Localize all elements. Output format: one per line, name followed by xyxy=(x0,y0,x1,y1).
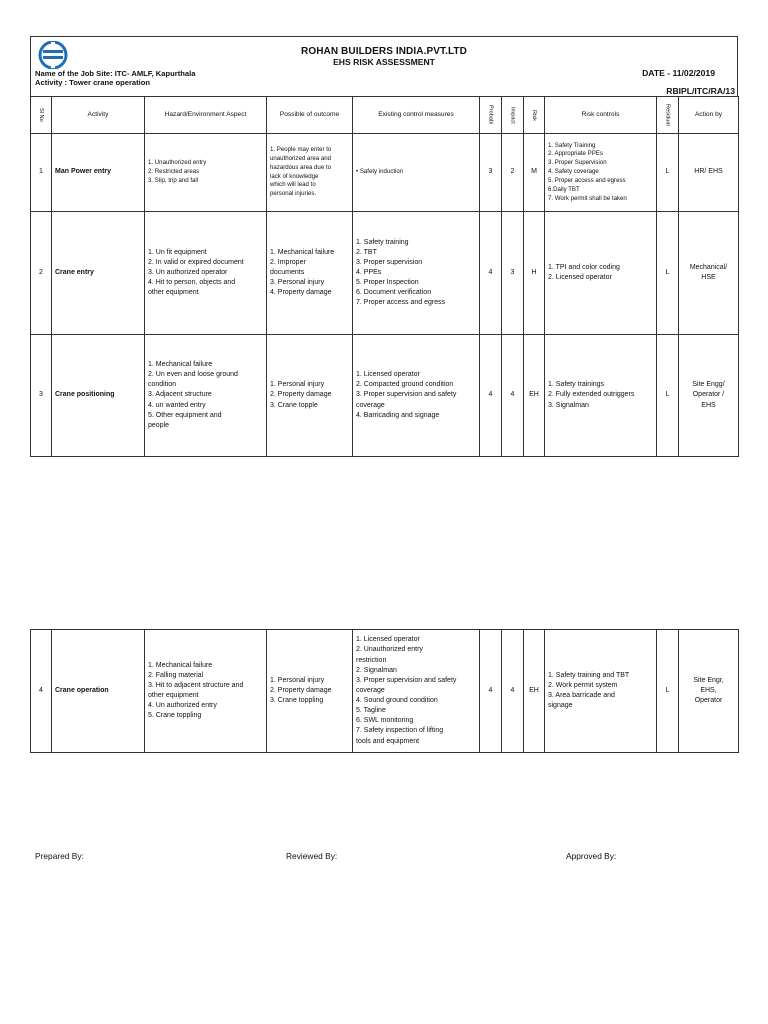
cell-line: which will lead to xyxy=(270,181,316,189)
cell-line: 1. Mechanical failure xyxy=(148,361,213,368)
cell-line: 3. Hit to adjacent structure and xyxy=(148,681,244,689)
company-name: ROHAN BUILDERS INDIA.PVT.LTD xyxy=(301,46,467,57)
cell-line: coverage xyxy=(356,401,385,409)
cell-action-by xyxy=(679,212,739,335)
cell-line: signage xyxy=(548,702,573,710)
col-header-risk-controls: Risk controls xyxy=(545,97,657,134)
col-header-impact: Impact xyxy=(502,97,524,134)
cell-line: 1. Licensed operator xyxy=(356,636,420,644)
cell-line: 5. Tagline xyxy=(356,707,386,715)
cell-line: 2. Un even and loose ground xyxy=(148,371,238,379)
cell-line: 6. SWL monitoring xyxy=(356,717,414,725)
cell-line: 2. TBT xyxy=(356,248,377,256)
activity-name: Activity : Tower crane operation xyxy=(35,78,151,87)
document-title: EHS RISK ASSESSMENT xyxy=(333,57,435,67)
cell-line: 3. Proper supervision and safety xyxy=(356,391,457,399)
cell-line: 4. Sound ground condition xyxy=(356,697,438,705)
cell-line: 3. Un authorized operator xyxy=(148,268,228,276)
col-header-activity: Activity xyxy=(52,97,145,134)
cell-line: 3. Crane toppling xyxy=(270,697,324,705)
cell-line: 2. Work permit system xyxy=(548,681,618,689)
cell-line: 2. Property damage xyxy=(270,391,332,399)
cell-risk: EH xyxy=(524,335,545,457)
table-header-row xyxy=(31,97,739,134)
cell-outcome xyxy=(267,134,353,212)
cell-outcome xyxy=(267,212,353,335)
cell-line: 2. Falling material xyxy=(148,671,204,679)
cell-risk-controls xyxy=(545,630,657,753)
cell-line: 4. un wanted entry xyxy=(148,401,206,409)
cell-sno: 4 xyxy=(31,630,52,753)
reviewed-by-label: Reviewed By: xyxy=(286,851,338,861)
cell-residual: L xyxy=(657,134,679,212)
cell-impact: 2 xyxy=(502,134,524,212)
risk-assessment-table-continued xyxy=(30,629,739,753)
cell-line: 1. People may enter to xyxy=(270,146,332,154)
cell-line: 3. Area barricade and xyxy=(548,692,615,699)
cell-line: 1. Licensed operator xyxy=(356,371,420,379)
cell-existing-controls xyxy=(353,212,480,335)
cell-impact: 3 xyxy=(502,212,524,335)
cell-line: 3. Proper Supervision xyxy=(548,159,607,167)
cell-line: 1. Mechanical failure xyxy=(148,661,213,669)
cell-line: 4. Hit to person, objects and xyxy=(148,279,236,287)
cell-residual: L xyxy=(657,630,679,753)
table-row xyxy=(31,134,739,212)
cell-line: personal injuries. xyxy=(270,190,317,198)
cell-line: • Safety induction xyxy=(356,168,404,176)
cell-line: lack of knowledge xyxy=(270,172,319,180)
cell-line: Operator / xyxy=(692,391,725,399)
prepared-by-label: Prepared By: xyxy=(35,851,84,861)
cell-line: Operator xyxy=(694,697,723,705)
cell-line: 3. Proper supervision xyxy=(356,258,423,266)
col-header-residual: Residual xyxy=(657,97,679,134)
cell-sno: 1 xyxy=(31,134,52,212)
cell-line: 2. Compacted ground condition xyxy=(356,381,454,389)
cell-action-by xyxy=(679,630,739,753)
cell-activity: Crane entry xyxy=(52,212,145,335)
cell-line: 4. Property damage xyxy=(270,289,332,297)
cell-line: condition xyxy=(148,381,177,389)
cell-line: 2. Property damage xyxy=(270,686,332,694)
cell-probability: 4 xyxy=(480,335,502,457)
cell-line: 5. Proper Inspection xyxy=(356,279,419,287)
cell-line: 5. Other equipment and xyxy=(148,411,222,419)
cell-line: HSE xyxy=(701,274,716,281)
cell-impact: 4 xyxy=(502,630,524,753)
document-header xyxy=(30,36,738,96)
cell-line: 2. Appropriate PPEs xyxy=(548,150,603,158)
cell-risk: M xyxy=(524,134,545,212)
cell-line: 6. Document verification xyxy=(356,289,432,297)
risk-assessment-table xyxy=(30,96,739,457)
cell-line: 7. Proper access and egress xyxy=(356,299,446,307)
cell-line: 3. Signalman xyxy=(548,401,589,409)
cell-line: 2. Unauthorized entry xyxy=(356,646,423,654)
cell-line: Site Engg/ xyxy=(692,381,725,389)
cell-action-by xyxy=(679,134,739,212)
col-header-hazard: Hazard/Environment Aspect xyxy=(145,97,267,134)
col-header-action-by: Action by xyxy=(679,97,739,134)
cell-line: HR/ EHS xyxy=(694,168,723,176)
cell-line: 1. Personal injury xyxy=(270,381,325,389)
cell-line: unauthorized area and xyxy=(270,154,331,162)
cell-line: 1. TPI and color coding xyxy=(548,263,620,271)
cell-existing-controls xyxy=(353,134,480,212)
cell-line: Site Engr, xyxy=(693,676,724,684)
cell-sno: 2 xyxy=(31,212,52,335)
cell-activity: Man Power entry xyxy=(52,134,145,212)
cell-risk: EH xyxy=(524,630,545,753)
cell-line: 1. Personal injury xyxy=(270,676,325,684)
document-reference: RBIPL/ITC/RA/13 xyxy=(666,86,735,96)
col-header-probability: Probabi xyxy=(480,97,502,134)
cell-activity: Crane positioning xyxy=(52,335,145,457)
cell-existing-controls xyxy=(353,335,480,457)
cell-line: 1. Safety Training xyxy=(548,141,596,149)
cell-line: 1. Un fit equipment xyxy=(148,248,207,256)
cell-residual: L xyxy=(657,212,679,335)
col-header-outcome: Possible of outcome xyxy=(267,97,353,134)
cell-line: documents xyxy=(270,268,305,276)
cell-line: 3. Crane topple xyxy=(270,401,318,409)
cell-line: 6.Daily TBT xyxy=(548,185,580,193)
cell-probability: 4 xyxy=(480,212,502,335)
cell-impact: 4 xyxy=(502,335,524,457)
cell-line: 2. Improper xyxy=(270,258,306,266)
cell-line: hazardous area due to xyxy=(270,163,331,171)
cell-line: 4. Un authorized entry xyxy=(148,702,217,710)
cell-line: EHS, xyxy=(700,686,717,694)
cell-line: 5. Crane toppling xyxy=(148,712,202,720)
cell-risk-controls xyxy=(545,335,657,457)
cell-existing-controls xyxy=(353,630,480,753)
cell-line: 3. Proper supervision and safety xyxy=(356,676,457,684)
cell-line: 4. PPEs xyxy=(356,268,382,276)
cell-line: 3. Adjacent structure xyxy=(148,391,212,399)
cell-line: 1. Mechanical failure xyxy=(270,248,335,256)
cell-line: other equipment xyxy=(148,289,199,297)
col-header-risk: Risk xyxy=(524,97,545,134)
col-header-sno: Sl No xyxy=(31,97,52,134)
cell-hazard xyxy=(145,335,267,457)
cell-line: people xyxy=(148,421,170,429)
cell-risk: H xyxy=(524,212,545,335)
cell-line: 7. Safety inspection of lifting xyxy=(356,727,444,735)
approved-by-label: Approved By: xyxy=(566,851,617,861)
cell-hazard xyxy=(145,134,267,212)
cell-probability: 4 xyxy=(480,630,502,753)
cell-line: Mechanical/ xyxy=(689,263,728,271)
cell-line: EHS xyxy=(701,401,716,409)
cell-line: other equipment xyxy=(148,692,199,699)
cell-line: 1. Safety training xyxy=(356,238,409,246)
table-row xyxy=(31,212,739,335)
cell-line: 4. Safety coverage xyxy=(548,168,599,176)
cell-line: 1. Safety trainings xyxy=(548,381,605,389)
cell-line: tools and equipment xyxy=(356,737,420,745)
cell-residual: L xyxy=(657,335,679,457)
cell-line: 3. Personal injury xyxy=(270,279,325,287)
cell-line: 7. Work permit shall be taken xyxy=(548,194,627,202)
cell-line: 2. In valid or expired document xyxy=(148,258,244,266)
cell-hazard xyxy=(145,630,267,753)
cell-probability: 3 xyxy=(480,134,502,212)
col-header-existing-controls: Existing control measures xyxy=(353,97,480,134)
cell-line: 2. Signalman xyxy=(356,666,397,674)
cell-line: 5. Proper access and egress xyxy=(548,176,626,184)
cell-line: 4. Barricading and signage xyxy=(356,411,440,419)
cell-outcome xyxy=(267,335,353,457)
document-date: DATE - 11/02/2019 xyxy=(642,68,715,78)
cell-sno: 3 xyxy=(31,335,52,457)
cell-risk-controls xyxy=(545,212,657,335)
cell-outcome xyxy=(267,630,353,753)
cell-line: 2. Fully extended outriggers xyxy=(548,391,635,399)
cell-line: restriction xyxy=(356,656,387,664)
cell-line: 3. Slip, trip and fall xyxy=(148,176,199,184)
table-row xyxy=(31,335,739,457)
cell-risk-controls xyxy=(545,134,657,212)
cell-line: 1. Safety training and TBT xyxy=(548,671,630,679)
cell-action-by xyxy=(679,335,739,457)
table-row xyxy=(31,630,739,753)
cell-line: 2. Licensed operator xyxy=(548,274,612,281)
cell-hazard xyxy=(145,212,267,335)
job-site: Name of the Job Site: ITC- AMLF, Kapurthala xyxy=(35,69,196,78)
cell-line: 2. Restricted areas xyxy=(148,168,200,176)
cell-activity: Crane operation xyxy=(52,630,145,753)
cell-line: 1. Unauthorized entry xyxy=(148,159,207,167)
cell-line: coverage xyxy=(356,686,385,694)
